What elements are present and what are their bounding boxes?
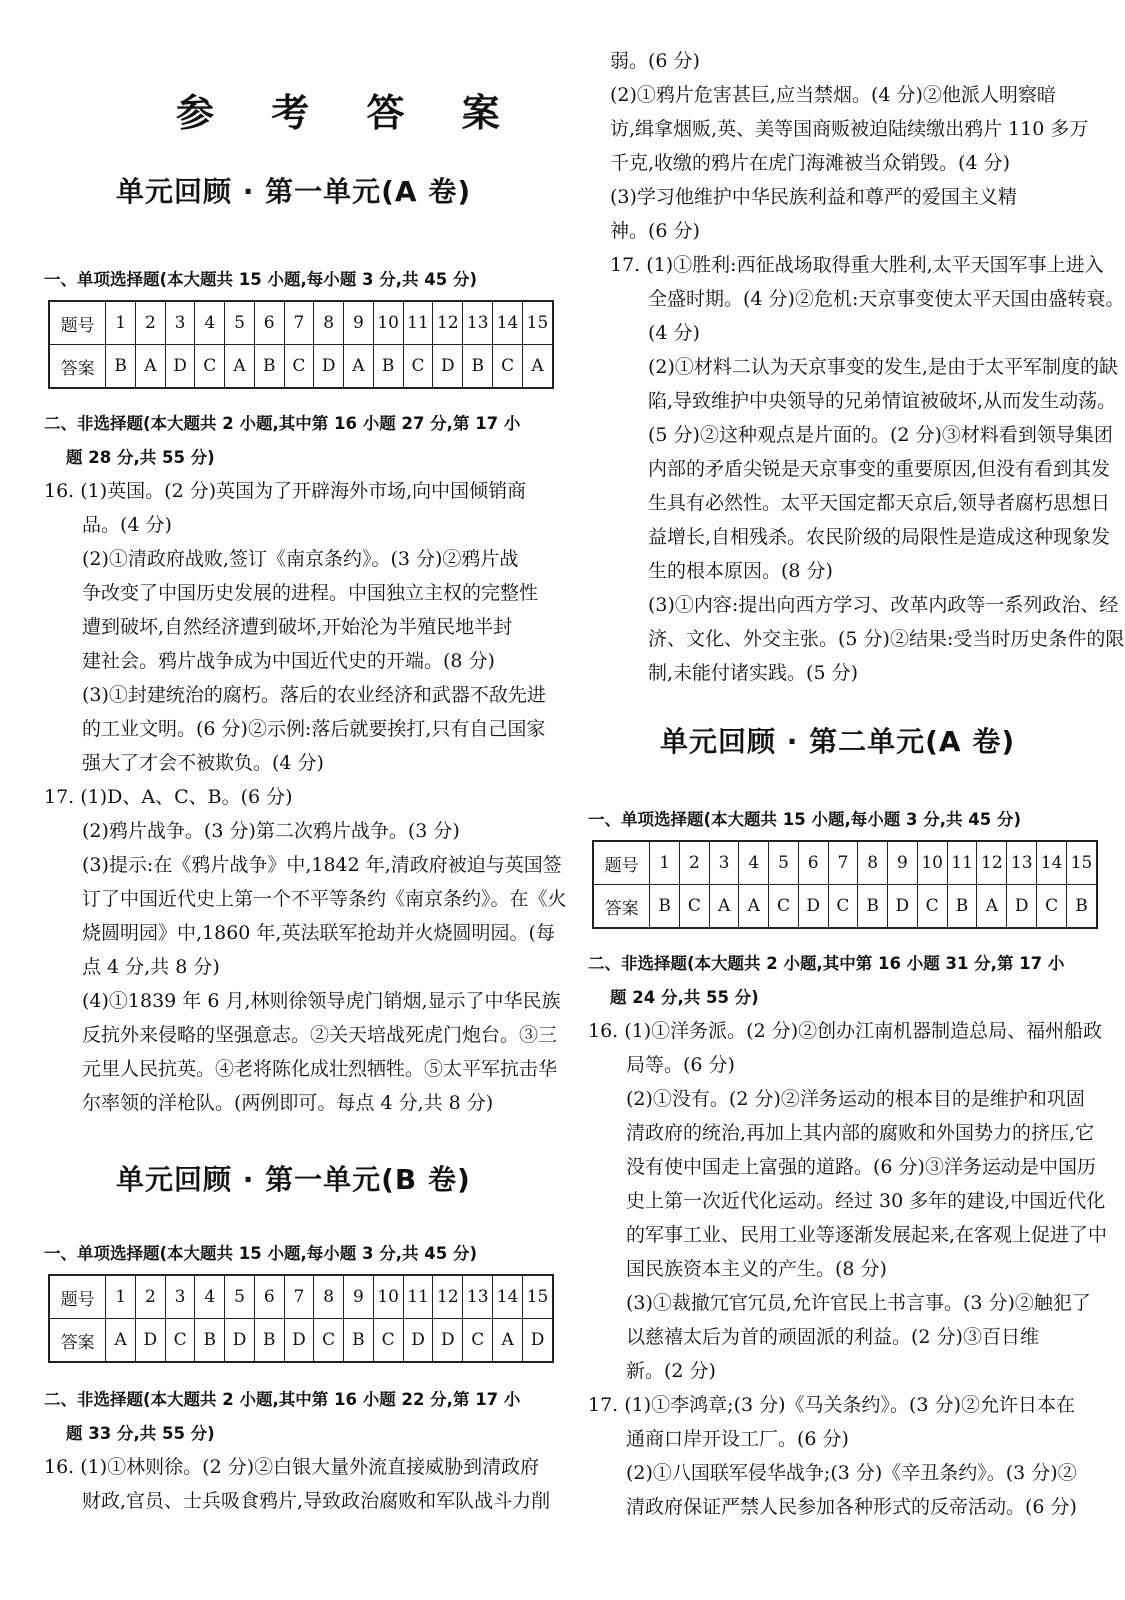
answer-line: 17. (1)①李鸿章;(3 分)《马关条约》。(3 分)②允许日本在 (588, 1394, 1075, 1416)
question-number-cell: 12 (433, 301, 463, 345)
unit2a-answer-table (592, 840, 1098, 929)
answer-line: 生具有必然性。太平天国定都天京后,领导者腐朽思想日 (610, 492, 1111, 514)
answer-line: 点 4 分,共 8 分) (44, 956, 220, 978)
answer-cell: D (403, 1319, 433, 1363)
answer-line: (3)提示:在《鸦片战争》中,1842 年,清政府被迫与英国签 (44, 854, 562, 876)
question-number-row (49, 301, 553, 345)
question-number-cell: 14 (493, 301, 523, 345)
answer-line: 生的根本原因。(8 分) (610, 560, 833, 582)
answer-line: 益增长,自相残杀。农民阶级的局限性是造成这种现象发 (610, 526, 1111, 548)
question-number-cell: 11 (947, 841, 977, 885)
answer-cell: C (917, 885, 947, 929)
answer-line: (3)①封建统治的腐朽。落后的农业经济和武器不敌先进 (44, 684, 546, 706)
answer-line: 强大了才会不被欺负。(4 分) (44, 752, 324, 774)
answer-line: (2)①清政府战败,签订《南京条约》。(3 分)②鸦片战 (44, 548, 519, 570)
answer-row (593, 885, 1097, 929)
answer-cell: A (523, 345, 554, 389)
answer-line: 品。(4 分) (44, 514, 172, 536)
unit1a-answer-table (48, 300, 554, 389)
answer-line: 烧圆明园》中,1860 年,英法联军抢劫并火烧圆明园。(每 (44, 922, 555, 944)
unit1b-nc-title-2: 题 33 分,共 55 分) (66, 1424, 215, 1443)
row-label: 题号 (593, 841, 650, 885)
unit1b-answer-table (48, 1274, 554, 1363)
question-number-cell: 1 (106, 1275, 136, 1319)
answer-cell: C (403, 345, 433, 389)
question-number-cell: 2 (136, 1275, 166, 1319)
unit1a-nc-title-1: 二、非选择题(本大题共 2 小题,其中第 16 小题 27 分,第 17 小 (44, 414, 521, 433)
answer-line: 通商口岸开设工厂。(6 分) (588, 1428, 849, 1450)
answer-cell: B (858, 885, 888, 929)
unit1a-answers (44, 474, 567, 1120)
answer-line: 元里人民抗英。④老将陈化成壮烈牺牲。⑤太平军抗击华 (44, 1058, 558, 1080)
page-title: 参 考 答 案 (176, 90, 522, 135)
question-number-cell: 7 (828, 841, 858, 885)
question-number-cell: 6 (254, 1275, 284, 1319)
unit1b-mc-title: 一、单项选择题(本大题共 15 小题,每小题 3 分,共 45 分) (44, 1244, 477, 1263)
answer-cell: C (493, 345, 523, 389)
unit1b-answers (44, 1450, 554, 1518)
question-number-cell: 5 (769, 841, 799, 885)
question-number-cell: 8 (314, 1275, 344, 1319)
answer-line: 千克,收缴的鸦片在虎门海滩被当众销毁。(4 分) (610, 152, 1010, 174)
continued-answers (610, 44, 1125, 690)
question-number-cell: 9 (344, 1275, 374, 1319)
unit1a-heading: 单元回顾 · 第一单元(A 卷) (116, 175, 472, 208)
answer-cell: B (254, 345, 284, 389)
question-number-cell: 3 (709, 841, 739, 885)
answer-cell: D (1007, 885, 1037, 929)
question-number-cell: 10 (917, 841, 947, 885)
answer-line: 局等。(6 分) (588, 1054, 735, 1076)
answer-line: (2)①八国联军侵华战争;(3 分)《辛丑条约》。(3 分)② (588, 1462, 1077, 1484)
answer-line: 尔率领的洋枪队。(两例即可。每点 4 分,共 8 分) (44, 1092, 494, 1114)
answer-cell: C (1037, 885, 1067, 929)
answer-line: (5 分)②这种观点是片面的。(2 分)③材料看到领导集团 (610, 424, 1113, 446)
row-label: 题号 (49, 1275, 106, 1319)
question-number-cell: 6 (798, 841, 828, 885)
answer-cell: C (165, 1319, 195, 1363)
answer-line: (3)学习他维护中华民族利益和尊严的爱国主义精 (610, 186, 1017, 208)
answer-cell: D (433, 1319, 463, 1363)
question-number-cell: 9 (888, 841, 918, 885)
unit2a-nc-title-2: 题 24 分,共 55 分) (610, 988, 759, 1007)
question-number-cell: 9 (344, 301, 374, 345)
question-number-cell: 13 (463, 1275, 493, 1319)
answer-cell: B (947, 885, 977, 929)
unit1a-mc-title: 一、单项选择题(本大题共 15 小题,每小题 3 分,共 45 分) (44, 270, 477, 289)
answer-cell: C (314, 1319, 344, 1363)
answer-cell: D (433, 345, 463, 389)
unit1b-nc-title-1: 二、非选择题(本大题共 2 小题,其中第 16 小题 22 分,第 17 小 (44, 1390, 521, 1409)
question-number-cell: 10 (373, 301, 403, 345)
question-number-cell: 1 (650, 841, 680, 885)
answer-cell: C (463, 1319, 493, 1363)
answer-cell: B (373, 345, 403, 389)
answer-line: 制,未能付诸实践。(5 分) (610, 662, 858, 684)
answer-line: 遭到破坏,自然经济遭到破坏,开始沦为半殖民地半封 (44, 616, 513, 638)
question-number-cell: 3 (165, 1275, 195, 1319)
question-number-cell: 15 (523, 301, 554, 345)
answer-line: 争改变了中国历史发展的进程。中国独立主权的完整性 (44, 582, 539, 604)
answer-line: 访,缉拿烟贩,英、美等国商贩被迫陆续缴出鸦片 110 多万 (610, 118, 1089, 140)
question-number-cell: 11 (403, 1275, 433, 1319)
answer-line: 没有使中国走上富强的道路。(6 分)③洋务运动是中国历 (588, 1156, 1096, 1178)
answer-line: 内部的矛盾尖锐是天京事变的重要原因,但没有看到其发 (610, 458, 1111, 480)
question-number-cell: 14 (1037, 841, 1067, 885)
question-number-cell: 11 (403, 301, 433, 345)
answer-line: 全盛时期。(4 分)②危机:天京事变使太平天国由盛转衰。 (610, 288, 1125, 310)
unit2a-nc-title-1: 二、非选择题(本大题共 2 小题,其中第 16 小题 31 分,第 17 小 (588, 954, 1065, 973)
answer-line: (3)①内容:提出向西方学习、改革内政等一系列政治、经 (610, 594, 1119, 616)
question-number-cell: 6 (254, 301, 284, 345)
question-number-row (593, 841, 1097, 885)
answer-cell: C (373, 1319, 403, 1363)
answer-line: 的军事工业、民用工业等逐渐发展起来,在客观上促进了中 (588, 1224, 1108, 1246)
answer-cell: C (195, 345, 225, 389)
answer-cell: C (769, 885, 799, 929)
answer-cell: B (1067, 885, 1097, 929)
answer-cell: A (225, 345, 255, 389)
answer-cell: A (106, 1319, 136, 1363)
answer-cell: C (284, 345, 314, 389)
question-number-cell: 12 (433, 1275, 463, 1319)
answer-line: 17. (1)①胜利:西征战场取得重大胜利,太平天国军事上进入 (610, 254, 1104, 276)
answer-line: 新。(2 分) (588, 1360, 716, 1382)
question-number-cell: 13 (1007, 841, 1037, 885)
answer-cell: D (225, 1319, 255, 1363)
answer-cell: A (493, 1319, 523, 1363)
question-number-cell: 15 (523, 1275, 553, 1319)
answer-cell: B (463, 345, 493, 389)
answer-cell: A (136, 345, 166, 389)
question-number-cell: 2 (680, 841, 710, 885)
answer-line: 17. (1)D、A、C、B。(6 分) (44, 786, 293, 808)
answer-line: 清政府保证严禁人民参加各种形式的反帝活动。(6 分) (588, 1496, 1077, 1518)
unit2a-answers (588, 1014, 1108, 1524)
row-label: 答案 (49, 1319, 106, 1363)
row-label: 答案 (593, 885, 650, 929)
answer-line: 济、文化、外交主张。(5 分)②结果:受当时历史条件的限 (610, 628, 1125, 650)
question-number-cell: 10 (373, 1275, 403, 1319)
unit1b-heading: 单元回顾 · 第一单元(B 卷) (116, 1163, 471, 1196)
question-number-cell: 7 (284, 301, 314, 345)
unit2a-heading: 单元回顾 · 第二单元(A 卷) (660, 725, 1016, 758)
answer-cell: A (344, 345, 374, 389)
answer-line: (2)①没有。(2 分)②洋务运动的根本目的是维护和巩固 (588, 1088, 1085, 1110)
answer-cell: D (165, 345, 195, 389)
answer-line: (3)①裁撤冗官冗员,允许官民上书言事。(3 分)②触犯了 (588, 1292, 1091, 1314)
answer-line: 16. (1)英国。(2 分)英国为了开辟海外市场,向中国倾销商 (44, 480, 527, 502)
answer-cell: B (254, 1319, 284, 1363)
answer-line: 清政府的统治,再加上其内部的腐败和外国势力的挤压,它 (588, 1122, 1095, 1144)
answer-line: 16. (1)①洋务派。(2 分)②创办江南机器制造总局、福州船政 (588, 1020, 1103, 1042)
answer-cell: A (709, 885, 739, 929)
answer-cell: B (106, 345, 136, 389)
question-number-cell: 8 (858, 841, 888, 885)
answer-line: 陷,导致维护中央领导的兄弟情谊被破坏,从而发生动荡。 (610, 390, 1117, 412)
answer-line: 财政,官员、士兵吸食鸦片,导致政治腐败和军队战斗力削 (44, 1490, 551, 1512)
answer-line: (2)①鸦片危害甚巨,应当禁烟。(4 分)②他派人明察暗 (610, 84, 1056, 106)
answer-cell: D (523, 1319, 553, 1363)
question-number-cell: 8 (314, 301, 344, 345)
answer-row (49, 1319, 553, 1363)
answer-cell: A (977, 885, 1007, 929)
answer-cell: A (739, 885, 769, 929)
question-number-cell: 5 (225, 301, 255, 345)
question-number-cell: 4 (195, 1275, 225, 1319)
answer-line: 国民族资本主义的产生。(8 分) (588, 1258, 887, 1280)
question-number-cell: 2 (136, 301, 166, 345)
question-number-row (49, 1275, 553, 1319)
answer-cell: D (284, 1319, 314, 1363)
answer-row (49, 345, 553, 389)
question-number-cell: 12 (977, 841, 1007, 885)
question-number-cell: 14 (493, 1275, 523, 1319)
answer-cell: C (680, 885, 710, 929)
answer-line: 订了中国近代史上第一个不平等条约《南京条约》。在《火 (44, 888, 567, 910)
question-number-cell: 5 (225, 1275, 255, 1319)
question-number-cell: 15 (1067, 841, 1097, 885)
answer-cell: C (828, 885, 858, 929)
question-number-cell: 1 (106, 301, 136, 345)
answer-line: 建社会。鸦片战争成为中国近代史的开端。(8 分) (44, 650, 495, 672)
answer-line: 的工业文明。(6 分)②示例:落后就要挨打,只有自己国家 (44, 718, 546, 740)
question-number-cell: 3 (165, 301, 195, 345)
answer-line: 以慈禧太后为首的顽固派的利益。(2 分)③百日维 (588, 1326, 1039, 1348)
answer-line: 反抗外来侵略的坚强意志。②关天培战死虎门炮台。③三 (44, 1024, 558, 1046)
question-number-cell: 4 (195, 301, 225, 345)
answer-cell: D (136, 1319, 166, 1363)
question-number-cell: 7 (284, 1275, 314, 1319)
question-number-cell: 13 (463, 301, 493, 345)
answer-line: 史上第一次近代化运动。经过 30 多年的建设,中国近代化 (588, 1190, 1106, 1212)
answer-line: (2)①材料二认为天京事变的发生,是由于太平军制度的缺 (610, 356, 1118, 378)
answer-line: (4)①1839 年 6 月,林则徐领导虎门销烟,显示了中华民族 (44, 990, 561, 1012)
answer-cell: B (344, 1319, 374, 1363)
unit1a-nc-title-2: 题 28 分,共 55 分) (66, 448, 215, 467)
answer-cell: B (195, 1319, 225, 1363)
answer-line: (4 分) (610, 322, 700, 344)
row-label: 题号 (49, 301, 106, 345)
answer-cell: D (314, 345, 344, 389)
row-label: 答案 (49, 345, 106, 389)
answer-cell: D (888, 885, 918, 929)
question-number-cell: 4 (739, 841, 769, 885)
unit2a-mc-title: 一、单项选择题(本大题共 15 小题,每小题 3 分,共 45 分) (588, 810, 1021, 829)
answer-line: 神。(6 分) (610, 220, 700, 242)
answer-cell: B (650, 885, 680, 929)
answer-line: (2)鸦片战争。(3 分)第二次鸦片战争。(3 分) (44, 820, 460, 842)
answer-line: 16. (1)①林则徐。(2 分)②白银大量外流直接威胁到清政府 (44, 1456, 540, 1478)
answer-line: 弱。(6 分) (610, 50, 700, 72)
answer-cell: D (798, 885, 828, 929)
